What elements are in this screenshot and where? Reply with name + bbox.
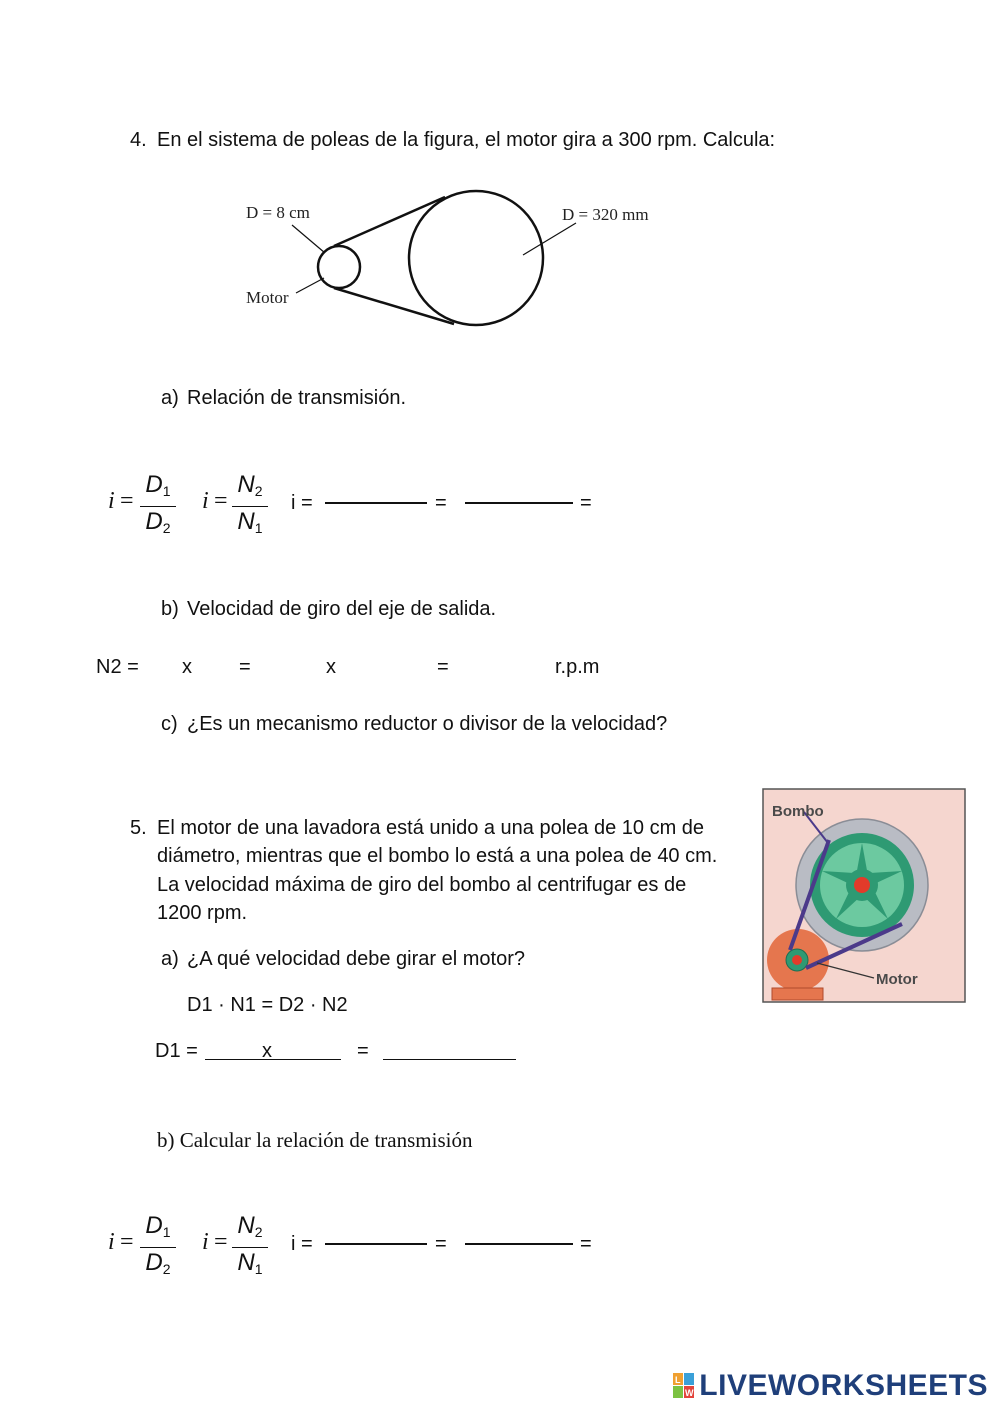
q4a-text: Relación de transmisión. (187, 387, 406, 409)
leader-motor (296, 278, 324, 293)
q4a-label: a) (161, 387, 179, 409)
q5-line-2: diámetro, mientras que el bombo lo está a una polea de 40 cm. (157, 845, 718, 867)
n2-eq1: = (239, 656, 251, 678)
q5-line-4: 1200 rpm. (157, 902, 248, 924)
logo-text: LIVEWORKSHEETS (699, 1369, 988, 1402)
formula5-eq: = (120, 1229, 134, 1255)
n2-x1: x (182, 656, 192, 678)
leader-small (292, 225, 325, 253)
eq-sign-1: = (435, 492, 447, 514)
formula-i2: i (202, 488, 209, 514)
motor-base (772, 988, 823, 1000)
q5-equation: D1 · N1 = D2 · N2 (187, 994, 348, 1016)
answer5-blank-1[interactable] (325, 1243, 427, 1245)
label-small-pulley: D = 8 cm (246, 203, 310, 222)
n2-unit: r.p.m (555, 656, 600, 678)
svg-text:L: L (675, 1375, 681, 1385)
fraction5-d1-d2: $D_1$ $D_2$ (140, 1213, 176, 1282)
label-bombo: Bombo (772, 803, 824, 820)
formula5-i2: i (202, 1229, 209, 1255)
q5-line-1: El motor de una lavadora está unido a una polea de 10 cm de (157, 817, 705, 839)
eq5-sign-1: = (435, 1233, 447, 1255)
eq-sign-2: = (580, 492, 592, 514)
q4b-text: Velocidad de giro del eje de salida. (187, 598, 497, 620)
d1-label: D1 = (155, 1040, 198, 1062)
d1-x: x (262, 1040, 272, 1062)
i-label: i = (291, 492, 313, 514)
svg-text:W: W (685, 1388, 694, 1398)
q5b-text: b) Calcular la relación de transmisión (157, 1128, 473, 1152)
q5-number: 5. (130, 817, 147, 839)
belt-top (334, 197, 445, 246)
label-motor: Motor (246, 288, 289, 307)
formula5-eq2: = (214, 1229, 228, 1255)
fraction5-n2-n1: $N_2$ $N_1$ (232, 1213, 268, 1282)
pulley-figure (240, 180, 680, 340)
fraction-d1-d2: $D_1$ $D_2$ (140, 472, 176, 541)
q5-line-3: La velocidad máxima de giro del bombo al centrifugar es de (157, 874, 687, 896)
q4c-label: c) (161, 713, 178, 735)
leader-large (523, 223, 576, 255)
q4-statement: En el sistema de poleas de la figura, el motor gira a 300 rpm. Calcula: (157, 129, 776, 151)
answer-blank-1[interactable] (325, 502, 427, 504)
belt-bottom (334, 288, 454, 324)
q5a-label: a) (161, 948, 179, 970)
drum-hub-center (854, 877, 870, 893)
n2-eq2: = (437, 656, 449, 678)
fraction-n2-n1: $N_2$ $N_1$ (232, 472, 268, 541)
answer5-blank-2[interactable] (465, 1243, 573, 1245)
q4c-text: ¿Es un mecanismo reductor o divisor de la velocidad? (187, 713, 668, 735)
d1-result-blank[interactable] (383, 1059, 516, 1060)
washing-machine-figure (762, 788, 967, 1004)
q4-number: 4. (130, 129, 147, 151)
formula-i: i (108, 488, 115, 514)
n2-label: N2 = (96, 656, 139, 678)
eq5-sign-2: = (580, 1233, 592, 1255)
label-large-pulley: D = 320 mm (562, 205, 649, 224)
liveworksheets-logo (673, 1369, 988, 1403)
label-motor-2: Motor (876, 971, 918, 988)
q4b-label: b) (161, 598, 179, 620)
d1-eq: = (357, 1040, 369, 1062)
formula-eq2: = (214, 488, 228, 514)
large-pulley (409, 191, 543, 325)
i5-label: i = (291, 1233, 313, 1255)
formula5-i: i (108, 1229, 115, 1255)
answer-blank-2[interactable] (465, 502, 573, 504)
n2-x2: x (326, 656, 336, 678)
d1-answer-blank[interactable] (205, 1059, 341, 1060)
motor-pulley-center (792, 955, 802, 965)
logo-blocks-icon (673, 1373, 695, 1399)
formula-eq: = (120, 488, 134, 514)
q5a-text: ¿A qué velocidad debe girar el motor? (187, 948, 525, 970)
